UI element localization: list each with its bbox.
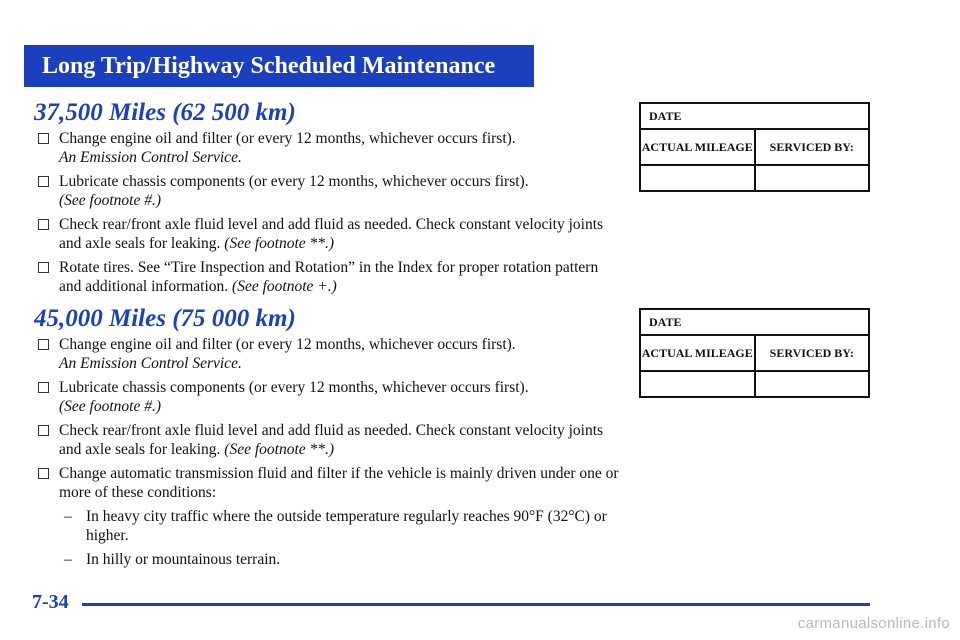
section-title: 45,000 Miles (75 000 km) <box>34 305 296 332</box>
item-text: Lubricate chassis components (or every 12 months, whichever occurs first). <box>59 379 529 396</box>
section-37500 <box>34 100 624 301</box>
serviced-by-entry-cell[interactable] <box>755 165 870 191</box>
header-title: Long Trip/Highway Scheduled Maintenance <box>42 53 496 79</box>
checkbox-icon[interactable] <box>38 262 49 273</box>
item-note: (See footnote #.) <box>59 398 162 415</box>
mileage-entry-cell[interactable] <box>640 165 755 191</box>
item-note: An Emission Control Service. <box>59 149 242 166</box>
page-header <box>24 45 534 87</box>
dash-bullet: – <box>64 551 72 568</box>
service-record-table <box>639 102 870 192</box>
checkbox-icon[interactable] <box>38 382 49 393</box>
watermark: carmanualsonline.info <box>797 615 950 632</box>
checkbox-icon[interactable] <box>38 176 49 187</box>
item-text: Lubricate chassis components (or every 12 months, whichever occurs first). <box>59 173 529 190</box>
checkbox-icon[interactable] <box>38 219 49 230</box>
section-45000 <box>34 306 624 574</box>
actual-mileage-label: ACTUAL MILEAGE <box>640 335 755 371</box>
item-text: Check rear/front axle fluid level and add fluid as needed. Check constant velocity joints and axle seals for leaking. <box>59 216 604 252</box>
checklist-item <box>34 421 624 459</box>
item-note: (See footnote **.) <box>224 235 335 252</box>
footer-rule <box>82 603 870 606</box>
checkbox-icon[interactable] <box>38 425 49 436</box>
item-text: Rotate tires. See “Tire Inspection and Rotation” in the Index for proper rotation pattern and additional information. <box>59 259 599 295</box>
sub-list-item <box>34 550 624 569</box>
item-note: (See footnote +.) <box>232 278 337 295</box>
serviced-by-label: SERVICED BY: <box>755 335 870 371</box>
service-record-table <box>639 308 870 398</box>
checklist-item <box>34 258 624 296</box>
dash-bullet: – <box>64 508 72 525</box>
checklist-item <box>34 172 624 210</box>
actual-mileage-label: ACTUAL MILEAGE <box>640 129 755 165</box>
page-number: 7-34 <box>32 591 69 613</box>
date-label: DATE <box>640 309 869 335</box>
checklist-item <box>34 335 624 373</box>
sub-item-text: In heavy city traffic where the outside temperature regularly reaches 90°F (32°C) or higher. <box>86 508 607 544</box>
checklist-item <box>34 464 624 502</box>
item-note: (See footnote **.) <box>224 441 335 458</box>
date-label: DATE <box>640 103 869 129</box>
section-title: 37,500 Miles (62 500 km) <box>34 99 296 126</box>
checkbox-icon[interactable] <box>38 339 49 350</box>
item-note: An Emission Control Service. <box>59 355 242 372</box>
sub-item-text: In hilly or mountainous terrain. <box>86 551 281 568</box>
serviced-by-entry-cell[interactable] <box>755 371 870 397</box>
sub-list-item <box>34 507 624 545</box>
checkbox-icon[interactable] <box>38 133 49 144</box>
checklist-item <box>34 215 624 253</box>
checklist-item <box>34 129 624 167</box>
mileage-entry-cell[interactable] <box>640 371 755 397</box>
checklist-item <box>34 378 624 416</box>
item-text: Change engine oil and filter (or every 12 months, whichever occurs first). <box>59 130 516 147</box>
item-text: Check rear/front axle fluid level and add fluid as needed. Check constant velocity joints and axle seals for leaking. <box>59 422 604 458</box>
serviced-by-label: SERVICED BY: <box>755 129 870 165</box>
item-text: Change engine oil and filter (or every 12 months, whichever occurs first). <box>59 336 516 353</box>
checkbox-icon[interactable] <box>38 468 49 479</box>
item-text: Change automatic transmission fluid and filter if the vehicle is mainly driven under one or more of these conditions: <box>59 465 619 501</box>
item-note: (See footnote #.) <box>59 192 162 209</box>
